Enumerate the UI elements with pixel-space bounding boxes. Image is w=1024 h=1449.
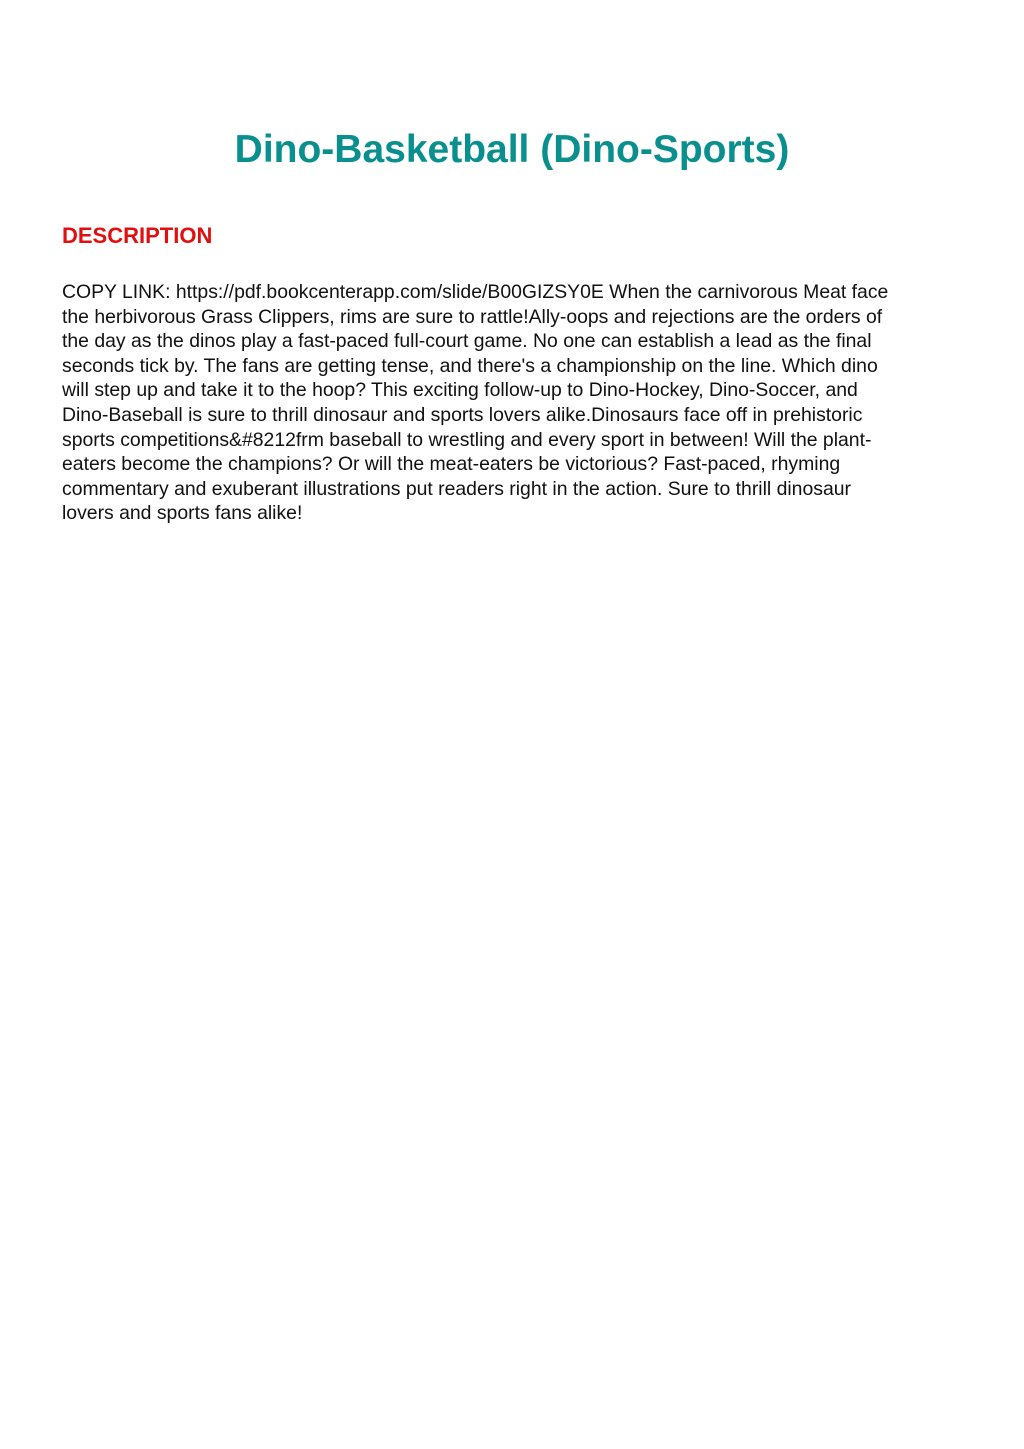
description-line: commentary and exuberant illustrations put readers right in the action. Sure to thrill dinosaur: [62, 477, 851, 500]
description-line: sports competitions&#8212frm baseball to wrestling and every sport in between! Will the plant-: [62, 428, 872, 451]
description-line: eaters become the champions? Or will the meat-eaters be victorious? Fast-paced, rhyming: [62, 453, 841, 476]
description-heading: DESCRIPTION: [62, 223, 213, 248]
description-line: the herbivorous Grass Clippers, rims are sure to rattle!Ally-oops and rejections are the orders of: [62, 305, 883, 328]
description-text: [62, 280, 888, 526]
description-line: the day as the dinos play a fast-paced full-court game. No one can establish a lead as the final: [62, 330, 872, 353]
description-line: seconds tick by. The fans are getting tense, and there's a championship on the line. Which dino: [62, 354, 878, 377]
description-line: COPY LINK: https://pdf.bookcenterapp.com/slide/B00GIZSY0E When the carnivorous Meat face: [62, 281, 889, 303]
description-line: will step up and take it to the hoop? This exciting follow-up to Dino-Hockey, Dino-Soccer, and: [62, 379, 858, 402]
description-line: Dino-Baseball is sure to thrill dinosaur and sports lovers alike.Dinosaurs face off in prehistoric: [62, 403, 863, 426]
page-title: Dino-Basketball (Dino-Sports): [234, 128, 790, 171]
description-line: lovers and sports fans alike!: [62, 502, 303, 525]
